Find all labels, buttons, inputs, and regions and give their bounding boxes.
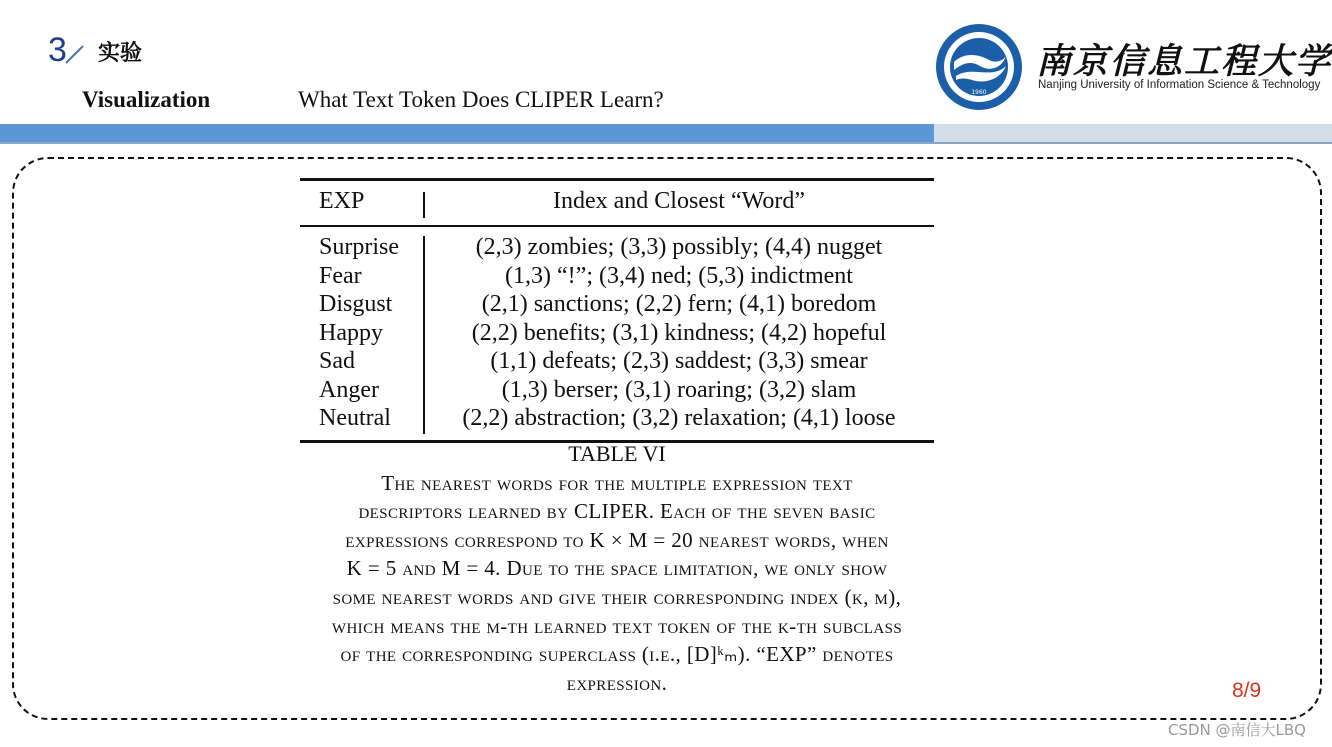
table-row xyxy=(300,262,934,290)
table-cell-exp: Disgust xyxy=(319,291,393,317)
table-header-index: Index and Closest “Word” xyxy=(553,188,805,214)
caption-line: expressions correspond to K × M = 20 nearest words, when xyxy=(345,527,889,552)
header-bar-accent xyxy=(0,124,934,142)
table-header-exp: EXP xyxy=(319,188,365,214)
watermark: CSDN @南信大LBQ xyxy=(1168,721,1306,739)
table-cell-exp: Fear xyxy=(319,262,362,289)
table-cell-words: (1,1) defeats; (2,3) saddest; (3,3) smear xyxy=(490,348,868,374)
caption-line: which means the m-th learned text token of the k-th subclass xyxy=(331,613,903,638)
section-title: 实验 xyxy=(98,41,143,66)
table-row xyxy=(300,290,934,318)
table-cell-words: (1,3) “!”; (3,4) ned; (5,3) indictment xyxy=(505,262,853,289)
caption-line: descriptors learned by CLIPER. Each of the seven basic xyxy=(358,499,876,524)
subtitle-right: What Text Token Does CLIPER Learn? xyxy=(298,87,664,112)
table-row xyxy=(300,404,934,432)
university-logo-icon xyxy=(934,22,1024,112)
header-bar-rest xyxy=(934,124,1332,142)
page-number: 8/9 xyxy=(1232,679,1262,702)
table-cell-words: (2,2) benefits; (3,1) kindness; (4,2) hopeful xyxy=(471,319,887,346)
table-cell-exp: Anger xyxy=(319,376,379,403)
logo-year: 1960 xyxy=(971,89,987,96)
section-number: 3 xyxy=(48,31,67,69)
university-name-en: Nanjing University of Information Science & Technology xyxy=(1038,79,1321,91)
subtitle-left: Visualization xyxy=(82,87,211,112)
caption-line: some nearest words and give their corresponding index (k, m), xyxy=(332,584,902,609)
caption-line: K = 5 and M = 4. Due to the space limitation, we only show xyxy=(346,556,888,581)
caption-line: of the corresponding superclass (i.e., [D]ᵏₘ). “EXP” denotes xyxy=(340,642,894,667)
table-row xyxy=(300,347,934,375)
table-cell-exp: Neutral xyxy=(319,405,391,431)
caption-label: TABLE VI xyxy=(568,441,666,466)
table-caption xyxy=(200,440,1034,697)
university-name-cn: 南京信息工程大学 xyxy=(1036,41,1332,82)
table-row xyxy=(300,319,934,347)
table-cell-words: (2,2) abstraction; (3,2) relaxation; (4,1) loose xyxy=(462,405,896,431)
section-slash xyxy=(65,45,83,63)
table-cell-exp: Happy xyxy=(319,319,383,346)
caption-line: expression. xyxy=(566,670,668,695)
table-mid-rule xyxy=(300,225,934,227)
table-row xyxy=(300,233,934,261)
header-bar-line xyxy=(0,142,1332,144)
table-row xyxy=(300,376,934,404)
table-cell-exp: Surprise xyxy=(319,234,399,260)
table-cell-words: (2,3) zombies; (3,3) possibly; (4,4) nugget xyxy=(475,234,883,260)
table-cell-words: (1,3) berser; (3,1) roaring; (3,2) slam xyxy=(501,376,857,403)
table-cell-exp: Sad xyxy=(319,348,355,374)
table-top-rule xyxy=(300,178,934,181)
table-cell-words: (2,1) sanctions; (2,2) fern; (4,1) boredom xyxy=(481,291,877,317)
caption-line: The nearest words for the multiple expression text xyxy=(381,470,853,495)
